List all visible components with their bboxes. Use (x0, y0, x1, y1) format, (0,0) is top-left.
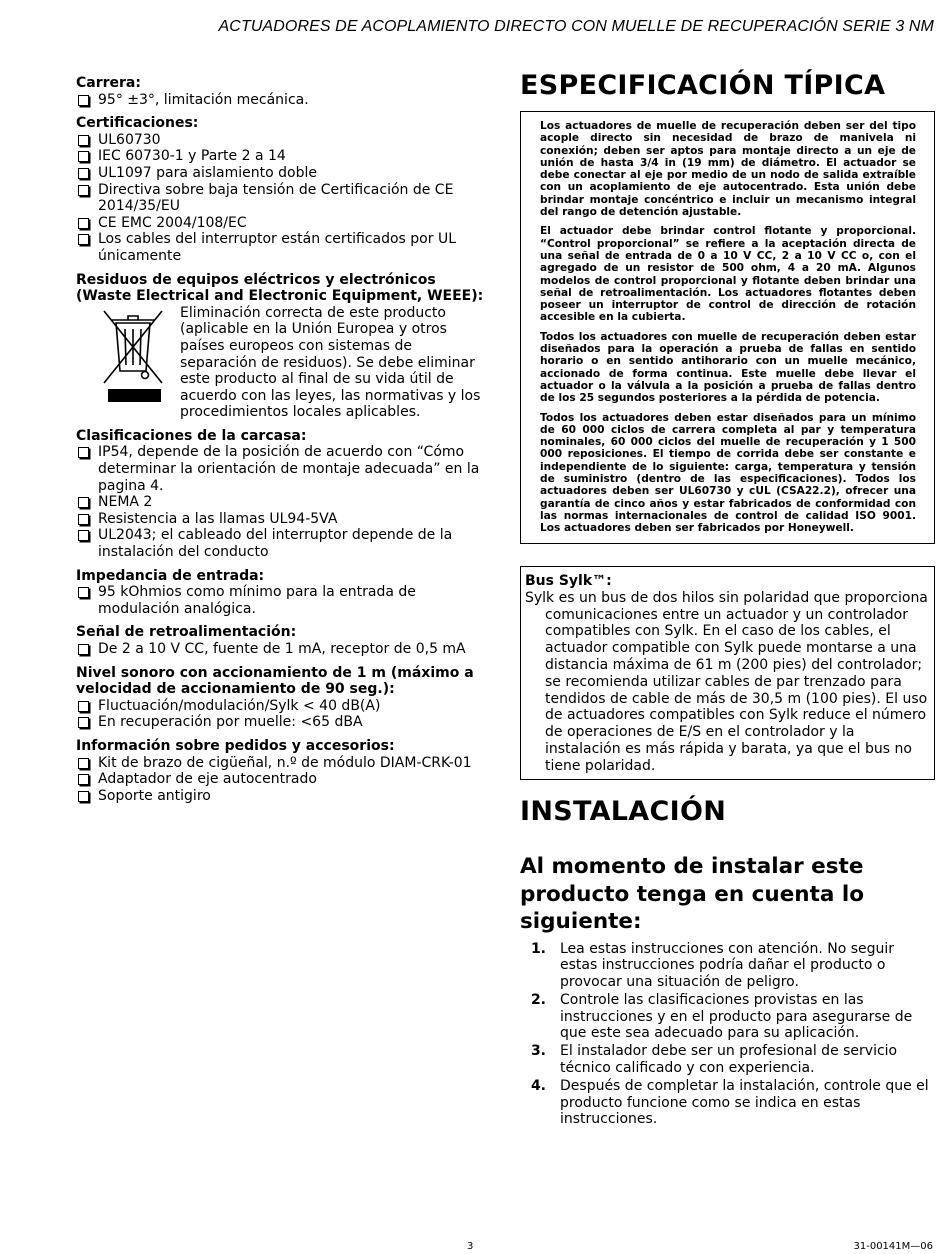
section-impedancia (76, 568, 488, 618)
checkbox-bullet-icon (78, 168, 89, 179)
checkbox-bullet-icon (78, 701, 89, 712)
checklist-item: De 2 a 10 V CC, fuente de 1 mA, receptor de 0,5 mA (76, 641, 488, 658)
section-certificaciones (76, 115, 488, 264)
spec-paragraph: El actuador debe brindar control flotante y proporcional. “Control proporcional” se refiere a la aceptación directa de una señal de entrada de 0 a 10 V CC, 2 a 10 V CC o, con el agregado de un resistor de 500 ohm, 4 a 20 mA. Algunos modelos de control proporcional y flotante deben brindar una señal de retroalimentación. Los actuadores flotantes deben poseer un interruptor de control de dirección de rotación accesible en la cubierta. (540, 225, 916, 324)
document-number: 31-00141M—06 (853, 1241, 933, 1252)
checkbox-bullet-icon (78, 447, 89, 458)
checklist-item: UL2043; el cableado del interruptor depende de la instalación del conducto (76, 527, 488, 560)
spec-paragraph: Los actuadores de muelle de recuperación deben ser del tipo acople directo sin necesidad de brazo de manivela ni conexión; deben ser aptos para montaje directo a un eje de unión de hasta 3/4 in (19 mm) de diámetro. El actuador se debe conectar al eje por medio de un nodo de salida extraíble con un acoplamiento de eje autocentrado. Esta unión debe brindar montaje concéntrico e incluir un mecanismo integral del rango de detención ajustable. (540, 120, 916, 219)
weee-block (76, 305, 488, 421)
specifications-column (76, 75, 488, 811)
list-item: 2. Controle las clasificaciones provistas en las instrucciones y en el producto para asegurarse de que este sea adecuado para su aplicación. (530, 991, 913, 1042)
section-nivel-sonoro (76, 665, 488, 731)
crossed-out-wheelie-bin-icon (76, 305, 180, 405)
right-column (520, 68, 935, 1128)
section-title: Señal de retroalimentación: (76, 624, 297, 641)
checklist-item: Kit de brazo de cigüeñal, n.º de módulo DIAM-CRK-01 (76, 755, 488, 772)
checkbox-bullet-icon (78, 791, 89, 802)
checkbox-bullet-icon (78, 234, 89, 245)
section-title: Impedancia de entrada: (76, 567, 265, 584)
section-title: Carrera: (76, 75, 141, 91)
typical-spec-box (520, 111, 935, 544)
list-item: 3. El instalador debe ser un profesional de servicio técnico calificado y con experiencia. (530, 1043, 898, 1077)
section-title: Certificaciones: (76, 115, 199, 132)
spec-heading: ESPECIFICACIÓN TÍPICA (520, 70, 886, 101)
checkbox-bullet-icon (78, 514, 89, 525)
spec-paragraph: Todos los actuadores deben estar diseñados para un mínimo de 60 000 ciclos de carrera completa al par y temperatura nominales, 60 000 ciclos del muelle de recuperación y 1 500 000 reposiciones. El tiempo de corrida debe ser constante e independiente de lo siguiente: carga, temperatura y tensión de suministro (dentro de las especificaciones). Todos los actuadores deben ser UL60730 y cUL (CSA22.2), ofrecer una garantía de cinco años y estar fabricados de conformidad con las normas internacionales de control de calidad ISO 9001. Los actuadores deben ser fabricados por Honeywell. (540, 411, 916, 535)
checkbox-bullet-icon (78, 530, 89, 541)
checklist-item: NEMA 2 (76, 494, 488, 511)
section-weee (76, 272, 488, 421)
checkbox-bullet-icon (78, 758, 89, 769)
section-title: Residuos de equipos eléctricos y electrónicos (Waste Electrical and Electronic Equipment, WEEE): (76, 271, 484, 305)
bus-sylk-box (520, 566, 935, 780)
weee-text: Eliminación correcta de este producto (aplicable en la Unión Europea y otros países europeos con sistemas de separación de residuos). Se debe eliminar este producto al final de su vida útil de acuerdo con las leyes, las normativas y los procedimientos locales aplicables. (180, 304, 481, 421)
checklist-item: CE EMC 2004/108/EC (76, 215, 488, 232)
section-pedidos (76, 738, 488, 804)
checklist-item: Resistencia a las llamas UL94-5VA (76, 511, 488, 528)
installation-section (520, 794, 935, 1129)
checkbox-bullet-icon (78, 774, 89, 785)
checkbox-bullet-icon (78, 151, 89, 162)
checklist-item: 95° ±3°, limitación mecánica. (76, 92, 488, 109)
checklist-item: IP54, depende de la posición de acuerdo con “Cómo determinar la orientación de montaje adecuada” en la pagina 4. (76, 444, 488, 494)
page-number: 3 (467, 1241, 474, 1252)
bus-sylk-title: Bus Sylk™: (525, 573, 612, 589)
checkbox-bullet-icon (78, 135, 89, 146)
list-item: 4. Después de completar la instalación, controle que el producto funcione como se indica en estas instrucciones. (530, 1077, 929, 1128)
checkbox-bullet-icon (78, 497, 89, 508)
checkbox-bullet-icon (78, 218, 89, 229)
checkbox-bullet-icon (78, 95, 89, 106)
checklist-item: IEC 60730-1 y Parte 2 a 14 (76, 148, 488, 165)
section-title: Información sobre pedidos y accesorios: (76, 737, 395, 754)
installation-subheading: Al momento de instalar este producto tenga en cuenta lo siguiente: (520, 854, 865, 934)
spec-paragraph: Todos los actuadores con muelle de recuperación deben estar diseñados para la operación a prueba de fallas en sentido horario o en sentido antihorario con un muelle mecánico, accionado de forma continua. Este muelle debe llevar el actuador o la válvula a la posición a prueba de fallas dentro de los 25 segundos posteriores a la pérdida de potencia. (540, 330, 916, 405)
installation-steps (520, 941, 935, 1129)
checklist-item: Soporte antigiro (76, 788, 488, 805)
checklist-item: Los cables del interruptor están certificados por UL únicamente (76, 231, 488, 264)
running-header: ACTUADORES DE ACOPLAMIENTO DIRECTO CON MUELLE DE RECUPERACIÓN SERIE 3 NM (218, 18, 934, 35)
checklist-item: Adaptador de eje autocentrado (76, 771, 488, 788)
checklist-item: Fluctuación/modulación/Sylk < 40 dB(A) (76, 698, 488, 715)
checkbox-bullet-icon (78, 185, 89, 196)
checklist-item: Directiva sobre baja tensión de Certificación de CE 2014/35/EU (76, 182, 488, 215)
section-title: Nivel sonoro con accionamiento de 1 m (máximo a velocidad de accionamiento de 90 seg.): (76, 664, 474, 698)
installation-heading: INSTALACIÓN (520, 796, 727, 827)
list-item: 1. Lea estas instrucciones con atención. No seguir estas instrucciones podría dañar el producto o provocar una situación de peligro. (530, 940, 895, 991)
section-retroalimentacion (76, 624, 488, 657)
checkbox-bullet-icon (78, 717, 89, 728)
checklist-item: En recuperación por muelle: <65 dBA (76, 714, 488, 731)
weee-bar (108, 389, 161, 402)
section-title: Clasificaciones de la carcasa: (76, 427, 307, 444)
bus-sylk-text: Sylk es un bus de dos hilos sin polaridad que proporciona comunicaciones entre un actuador y un controlador compatibles con Sylk. En el caso de los cables, el actuador compatible con Sylk puede montarse a una distancia máxima de 61 m (200 pies) del controlador; se recomienda utilizar cables de par trenzado para tendidos de cable de más de 30,5 m (100 pies). El uso de actuadores compatibles con Sylk reduce el número de operaciones de E/S en el controlador y la instalación es más rápida y barata, ya que el bus no tiene polaridad. (525, 589, 928, 774)
checklist-item: UL60730 (76, 132, 488, 149)
checkbox-bullet-icon (78, 644, 89, 655)
checklist-item: UL1097 para aislamiento doble (76, 165, 488, 182)
checkbox-bullet-icon (78, 587, 89, 598)
section-carrera (76, 75, 488, 108)
section-carcasa (76, 428, 488, 561)
checklist-item: 95 kOhmios como mínimo para la entrada de modulación analógica. (76, 584, 488, 617)
